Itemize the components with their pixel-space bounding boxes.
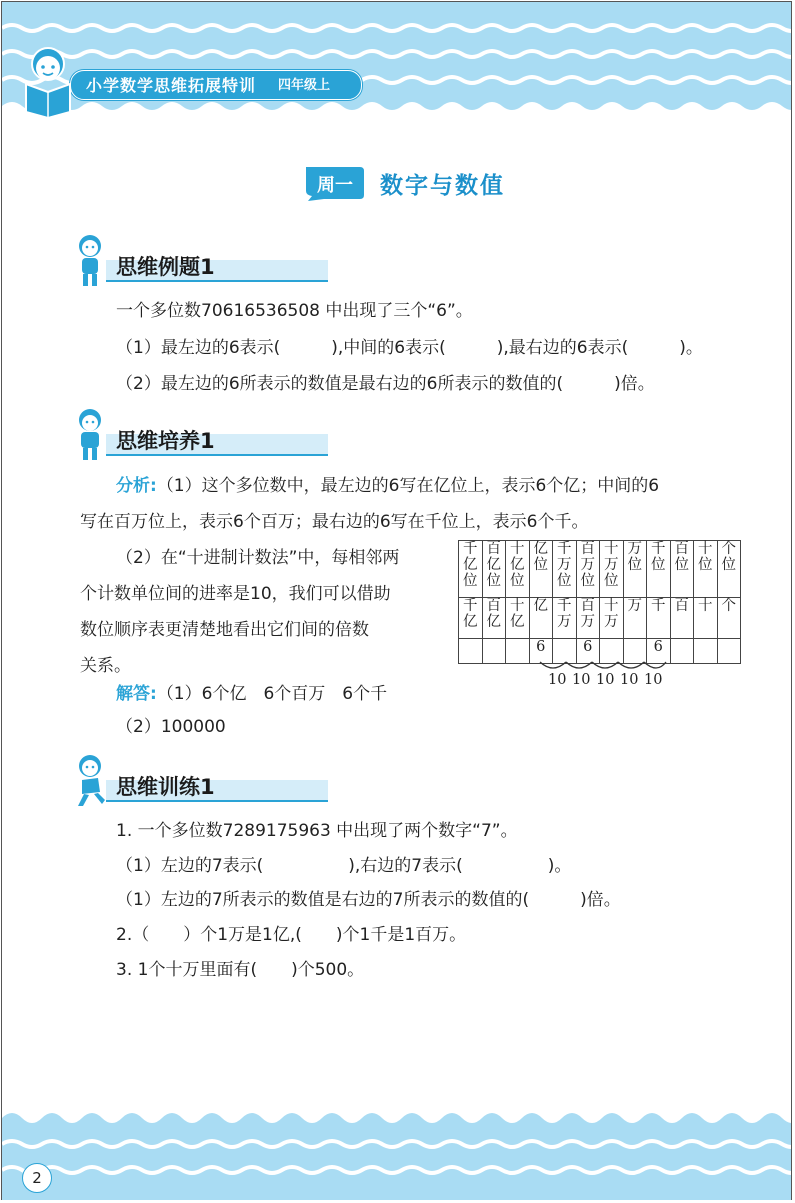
digit-cell: 6 bbox=[576, 639, 600, 664]
running-girl-mascot-icon bbox=[70, 752, 110, 808]
digit-cell bbox=[694, 639, 718, 664]
unit-cell: 亿 bbox=[529, 598, 553, 639]
unit-cell: 千 bbox=[647, 598, 671, 639]
digit-cell bbox=[459, 639, 483, 664]
grade-label: 四年级上 bbox=[278, 78, 331, 93]
position-cell: 百位 bbox=[670, 541, 694, 598]
digit-cell: 6 bbox=[647, 639, 671, 664]
digit-cell bbox=[506, 639, 530, 664]
section-practice-title: 思维训练1 bbox=[116, 775, 215, 799]
position-cell: 十亿位 bbox=[506, 541, 530, 598]
practice-problem-2: 2.（ ）个1万是1亿,( )个1千是1百万。 bbox=[116, 925, 467, 945]
reading-kid-logo bbox=[18, 42, 84, 118]
position-cell: 千位 bbox=[647, 541, 671, 598]
unit-cell: 千万 bbox=[553, 598, 577, 639]
unit-cell: 千亿 bbox=[459, 598, 483, 639]
practice-problem-1b: （1）左边的7所表示的数值是右边的7所表示的数值的( )倍。 bbox=[116, 890, 621, 910]
position-cell: 千亿位 bbox=[459, 541, 483, 598]
unit-cell: 百 bbox=[670, 598, 694, 639]
position-cell: 十万位 bbox=[600, 541, 624, 598]
practice-problem-3: 3. 1个十万里面有( )个500。 bbox=[116, 960, 365, 980]
analysis-line-2: 写在百万位上，表示6个百万；最右边的6写在千位上，表示6个千。 bbox=[80, 512, 589, 532]
place-value-table bbox=[458, 540, 741, 664]
unit-cell: 百亿 bbox=[482, 598, 506, 639]
part2-line-2: 个计数单位间的进率是10，我们可以借助 bbox=[80, 584, 391, 604]
unit-cell: 十 bbox=[694, 598, 718, 639]
example-question-1: （1）最左边的6表示( ),中间的6表示( ),最右边的6表示( )。 bbox=[116, 338, 703, 358]
position-cell: 十位 bbox=[694, 541, 718, 598]
digit-cell bbox=[482, 639, 506, 664]
week-title: 数字与数值 bbox=[380, 173, 505, 199]
answer-label: 解答: bbox=[116, 684, 157, 704]
digit-cell bbox=[670, 639, 694, 664]
series-title: 小学数学思维拓展特训 bbox=[86, 76, 257, 95]
page-number: 2 bbox=[22, 1163, 52, 1193]
position-cell: 个位 bbox=[717, 541, 741, 598]
top-wave-band bbox=[2, 2, 791, 122]
unit-cell: 百万 bbox=[576, 598, 600, 639]
section-practice-heading bbox=[70, 752, 330, 812]
practice-problem-1a: （1）左边的7表示( ),右边的7表示( )。 bbox=[116, 856, 572, 876]
unit-cell: 十万 bbox=[600, 598, 624, 639]
section-example-title: 思维例题1 bbox=[116, 255, 215, 279]
ratio-label: 10 bbox=[596, 672, 615, 688]
answer-line-1: 解答:（1）6个亿 6个百万 6个千 bbox=[116, 684, 388, 704]
position-cell: 千万位 bbox=[553, 541, 577, 598]
example-intro: 一个多位数70616536508 中出现了三个“6”。 bbox=[116, 301, 473, 321]
position-cell: 百亿位 bbox=[482, 541, 506, 598]
section-example-heading bbox=[70, 232, 330, 292]
section-training-title: 思维培养1 bbox=[116, 429, 215, 453]
part2-line-1: （2）在“十进制计数法”中，每相邻两 bbox=[116, 548, 400, 568]
boy-mascot-icon bbox=[70, 406, 110, 462]
unit-cell: 万 bbox=[623, 598, 647, 639]
position-cell: 万位 bbox=[623, 541, 647, 598]
ratio-label: 10 bbox=[620, 672, 639, 688]
position-cell: 亿位 bbox=[529, 541, 553, 598]
bottom-wave-band bbox=[2, 1100, 791, 1200]
practice-problem-1: 1. 一个多位数7289175963 中出现了两个数字“7”。 bbox=[116, 821, 518, 841]
unit-cell: 个 bbox=[717, 598, 741, 639]
girl-mascot-icon bbox=[70, 232, 110, 288]
part2-line-4: 关系。 bbox=[80, 656, 131, 676]
analysis-label: 分析: bbox=[116, 476, 157, 496]
example-question-2: （2）最左边的6所表示的数值是最右边的6所表示的数值的( )倍。 bbox=[116, 374, 655, 394]
week-badge-label: 周一 bbox=[317, 175, 353, 196]
analysis-line-1: 分析:（1）这个多位数中，最左边的6写在亿位上，表示6个亿；中间的6 bbox=[116, 476, 660, 496]
ratio-label: 10 bbox=[644, 672, 663, 688]
ratio-label: 10 bbox=[572, 672, 591, 688]
position-cell: 百万位 bbox=[576, 541, 600, 598]
section-training-heading bbox=[70, 406, 330, 466]
ratio-label: 10 bbox=[548, 672, 567, 688]
part2-line-3: 数位顺序表更清楚地看出它们间的倍数 bbox=[80, 620, 369, 640]
digit-cell bbox=[717, 639, 741, 664]
answer-line-2: （2）100000 bbox=[116, 717, 226, 737]
unit-cell: 十亿 bbox=[506, 598, 530, 639]
digit-cell: 6 bbox=[529, 639, 553, 664]
